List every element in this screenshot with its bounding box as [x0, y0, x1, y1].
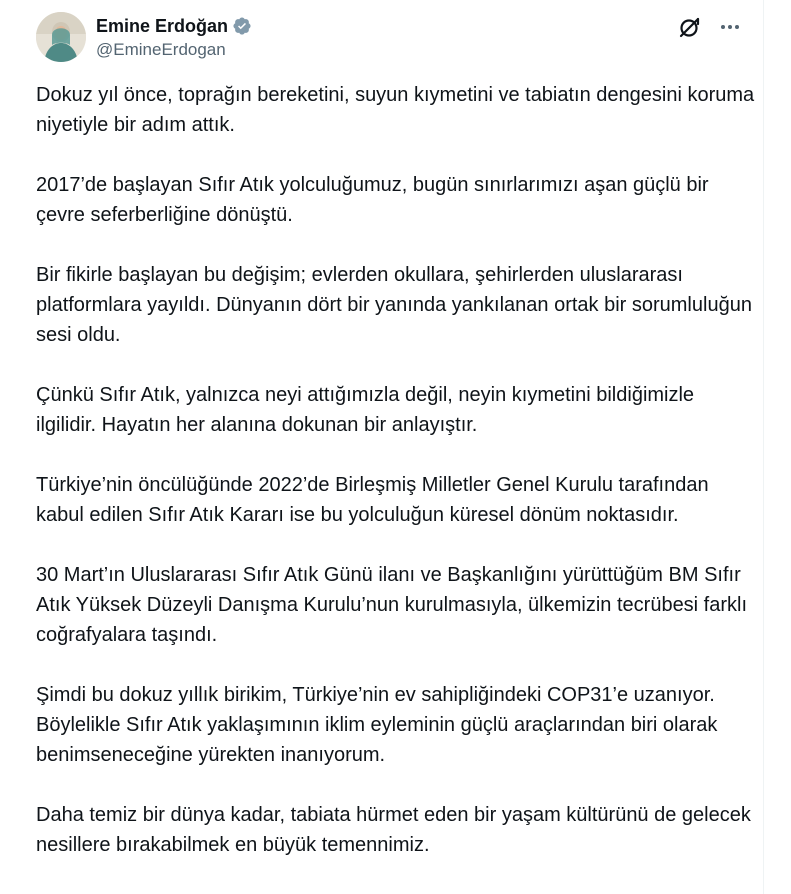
display-name[interactable]: Emine Erdoğan	[96, 15, 229, 36]
tweet-paragraph: Daha temiz bir dünya kadar, tabiata hürmet eden bir yaşam kültürünü de gelecek nesillere bırakabilmek en büyük temennimiz.	[36, 804, 751, 856]
tweet-header	[34, 12, 743, 64]
tweet-paragraph: Türkiye’nin öncülüğünde 2022’de Birleşmiş Milletler Genel Kurulu tarafından kabul edilen Sıfır Atık Kararı ise bu yolculuğun küresel dönüm noktasıdır.	[36, 474, 709, 526]
avatar[interactable]	[36, 12, 86, 62]
verified-badge-icon[interactable]	[232, 16, 252, 36]
tweet-paragraph: 30 Mart’ın Uluslararası Sıfır Atık Günü ilanı ve Başkanlığını yürüttüğüm BM Sıfır Atık Yüksek Düzeyli Danışma Kurulu’nun kurulmasıyla, ülkemizin tecrübesi farklı coğrafyalara taşındı.	[36, 564, 748, 646]
tweet-paragraph: Şimdi bu dokuz yıllık birikim, Türkiye’nin ev sahipliğindeki COP31’e uzanıyor. Böylelikle Sıfır Atık yaklaşımının iklim eyleminin güçlü araçlarından biri olarak benimseneceğine yürekten inanıyorum.	[36, 684, 718, 766]
name-row	[96, 14, 252, 38]
tweet-text	[36, 80, 756, 890]
avatar-image	[36, 12, 86, 62]
grok-icon[interactable]	[677, 14, 703, 40]
author-handle[interactable]: @EmineErdogan	[96, 40, 226, 59]
more-options-icon[interactable]	[717, 14, 743, 40]
tweet-paragraph: Dokuz yıl önce, toprağın bereketini, suyun kıymetini ve tabiatın dengesini koruma niyetiyle bir adım attık.	[36, 84, 755, 136]
tweet-paragraph: Çünkü Sıfır Atık, yalnızca neyi attığımızla değil, neyin kıymetini bildiğimizle ilgilidir. Hayatın her alanına dokunan bir anlayıştır.	[36, 384, 695, 436]
tweet-paragraph: 2017’de başlayan Sıfır Atık yolculuğumuz, bugün sınırlarımızı aşan güçlü bir çevre seferberliğine dönüştü.	[36, 174, 709, 226]
author-identity	[96, 14, 252, 60]
tweet-paragraph: Bir fikirle başlayan bu değişim; evlerden okullara, şehirlerden uluslararası platformlara yayıldı. Dünyanın dört bir yanında yankılanan ortak bir sorumluluğun sesi oldu.	[36, 264, 752, 346]
